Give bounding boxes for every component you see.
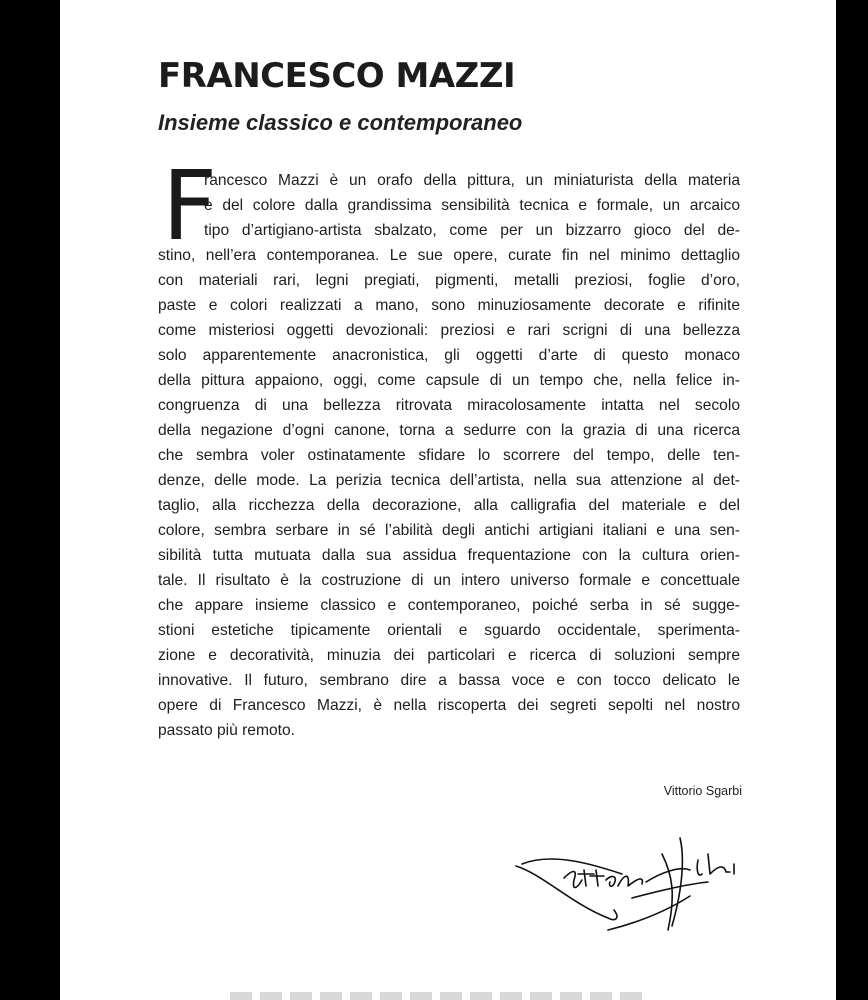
essay-text [158, 168, 740, 743]
footer-text-cutoff [230, 992, 650, 1000]
text-line: della negazione d’ogni canone, torna a sedurre con la grazia di una ricerca [158, 422, 740, 439]
signature-image [512, 834, 752, 934]
author-name: Vittorio Sgarbi [663, 784, 742, 798]
text-line: che sembra voler ostinatamente sfidare lo scorrere del tempo, delle ten- [158, 447, 740, 464]
text-line: zione e decoratività, minuzia dei particolari e ricerca di soluzioni sempre [158, 647, 740, 664]
text-line: come misteriosi oggetti devozionali: preziosi e rari scrigni di una bellezza [158, 322, 740, 339]
text-line: con materiali rari, legni pregiati, pigmenti, metalli preziosi, foglie d’oro, [158, 272, 740, 289]
text-line: paste e colori realizzati a mano, sono minuziosamente decorate e rifinite [158, 297, 740, 314]
text-line: della pittura appaiono, oggi, come capsule di un tempo che, nella felice in- [158, 372, 740, 389]
text-line: stino, nell’era contemporanea. Le sue opere, curate fin nel minimo dettaglio [158, 247, 740, 264]
text-line: sibilità tutta mutuata dalla sua assidua frequentazione con la cultura orien- [158, 547, 740, 564]
text-line: che appare insieme classico e contemporaneo, poiché serba in sé sugge- [158, 597, 740, 614]
text-line: congruenza di una bellezza ritrovata miracolosamente intatta nel secolo [158, 397, 740, 414]
text-line: tipo d’artigiano-artista sbalzato, come per un bizzarro gioco del de- [204, 222, 740, 239]
text-line: colore, sembra serbare in sé l’abilità degli antichi artigiani italiani e una sen- [158, 522, 740, 539]
document-page [60, 0, 836, 1000]
text-line: taglio, alla ricchezza della decorazione, alla calligrafia del materiale e del [158, 497, 740, 514]
text-line: passato più remoto. [158, 722, 295, 739]
text-line: opere di Francesco Mazzi, è nella riscoperta dei segreti sepolti nel nostro [158, 697, 740, 714]
text-line: e del colore dalla grandissima sensibilità tecnica e formale, un arcaico [204, 197, 740, 214]
text-line: denze, delle mode. La perizia tecnica dell’artista, nella sua attenzione al det- [158, 472, 740, 489]
text-line: stioni estetiche tipicamente orientali e sguardo occidentale, sperimenta- [158, 622, 740, 639]
text-line: rancesco Mazzi è un orafo della pittura, un miniaturista della materia [204, 172, 740, 189]
text-line: tale. Il risultato è la costruzione di un intero universo formale e concettuale [158, 572, 740, 589]
drop-cap: F [162, 150, 218, 262]
text-line: innovative. Il futuro, sembrano dire a bassa voce e con tocco delicato le [158, 672, 740, 689]
page-title: FRANCESCO MAZZI [158, 56, 516, 96]
text-line: solo apparentemente anacronistica, gli oggetti d’arte di questo monaco [158, 347, 740, 364]
page-subtitle: Insieme classico e contemporaneo [158, 110, 523, 135]
